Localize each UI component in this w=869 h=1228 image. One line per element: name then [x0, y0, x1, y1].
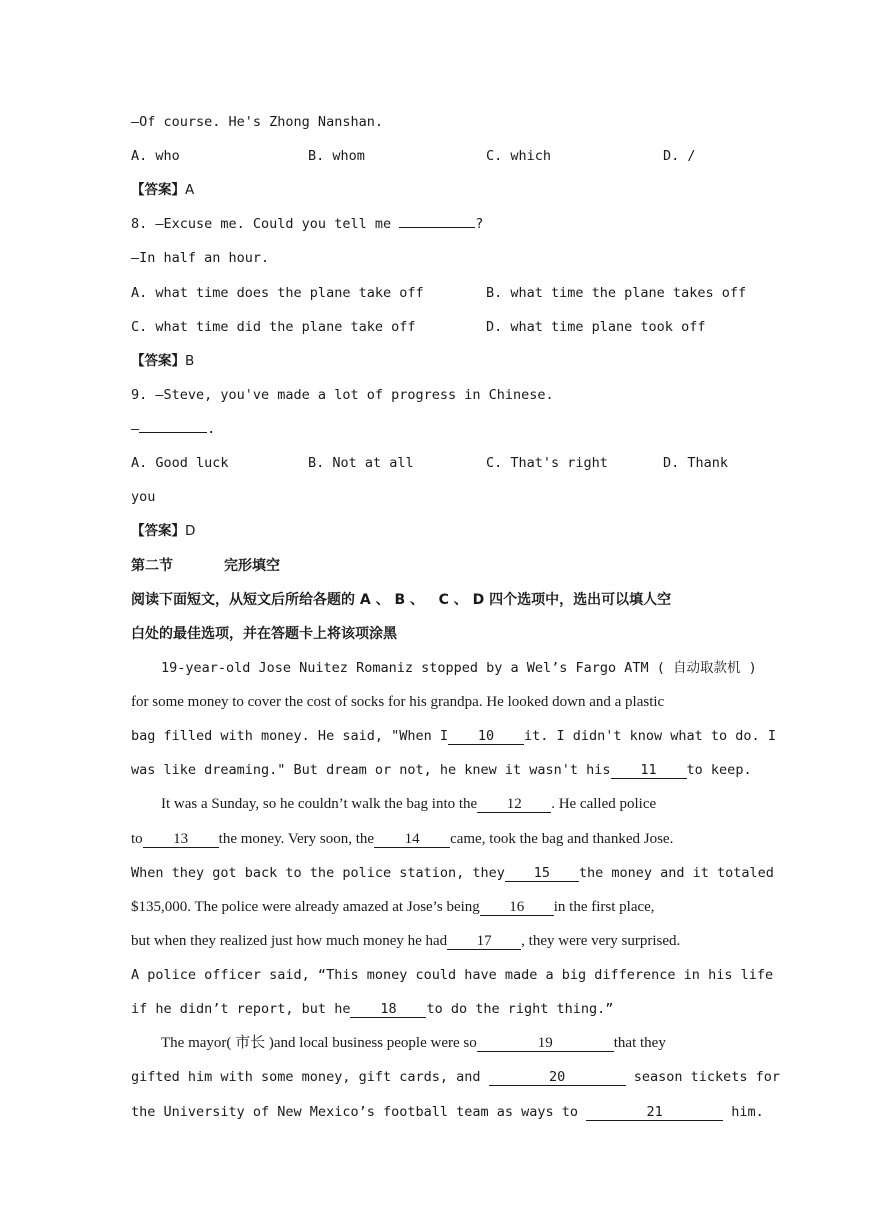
- q8-stem: 8. —Excuse me. Could you tell me ?: [131, 216, 484, 232]
- q9-option-d-wrap: you: [131, 489, 156, 505]
- passage-p2-line-5: but when they realized just how much money he had 17 , they were very surprised.: [131, 933, 681, 949]
- q8-option-b: B. what time the plane takes off: [486, 285, 747, 301]
- blank-19: 19: [477, 1036, 614, 1052]
- q7-option-a: A. who: [131, 148, 180, 164]
- blank-11: 11: [611, 763, 687, 779]
- q9-option-d: D. Thank: [663, 455, 729, 471]
- q8-reply: —In half an hour.: [131, 250, 270, 266]
- passage-p2-line-2: to 13 the money. Very soon, the 14 came, took the bag and thanked Jose.: [131, 831, 674, 847]
- q7-answer-line: —Of course. He's Zhong Nanshan.: [131, 114, 383, 130]
- blank-16: 16: [480, 900, 554, 916]
- passage-p3-line-2: gifted him with some money, gift cards, and 20 season tickets for: [131, 1069, 781, 1085]
- passage-p1-line-2: for some money to cover the cost of socks for his grandpa. He looked down and a plastic: [131, 694, 665, 710]
- passage-p2-line-7: if he didn’t report, but he 18 to do the right thing.”: [131, 1001, 614, 1017]
- blank-20: 20: [489, 1070, 626, 1086]
- q9-reply: — .: [131, 421, 216, 437]
- q7-option-c: C. which: [486, 148, 552, 164]
- blank-17: 17: [447, 934, 521, 950]
- section-instruction-line-1: 阅读下面短文，从短文后所给各题的 A 、 B 、 C 、 D 四个选项中，选出可以填人空: [131, 592, 672, 608]
- passage-p1-line-4: was like dreaming." But dream or not, he knew it wasn't his 11 to keep.: [131, 762, 752, 778]
- q7-answer-key: 【答案】A: [131, 182, 195, 198]
- passage-p2-line-1: It was a Sunday, so he couldn’t walk the bag into the 12 . He called police: [161, 796, 657, 812]
- blank-13: 13: [143, 832, 219, 848]
- passage-p2-line-3: When they got back to the police station, they 15 the money and it totaled: [131, 865, 774, 881]
- q8-answer-key: 【答案】B: [131, 353, 195, 369]
- q8-option-d: D. what time plane took off: [486, 319, 706, 335]
- section-title: 第二节: [131, 558, 173, 574]
- blank-18: 18: [350, 1002, 426, 1018]
- q9-option-c: C. That's right: [486, 455, 608, 471]
- q9-option-b: B. Not at all: [308, 455, 414, 471]
- blank-10: 10: [448, 729, 524, 745]
- blank-21: 21: [586, 1105, 723, 1121]
- q7-option-b: B. whom: [308, 148, 365, 164]
- section-subtitle: 完形填空: [224, 558, 280, 574]
- passage-p3-line-3: the University of New Mexico’s football team as ways to 21 him.: [131, 1104, 764, 1120]
- q9-answer-key: 【答案】D: [131, 523, 196, 539]
- passage-p2-line-6: A police officer said, “This money could have made a big difference in his life: [131, 967, 774, 983]
- passage-p1-line-3: bag filled with money. He said, "When I 10 it. I didn't know what to do. I: [131, 728, 776, 744]
- passage-p1-line-1: 19-year-old Jose Nuitez Romaniz stopped by a Wel’s Fargo ATM ( 自动取款机 ): [161, 660, 757, 676]
- passage-p2-line-4: $135,000. The police were already amazed at Jose’s being 16 in the first place,: [131, 899, 655, 915]
- blank-12: 12: [477, 797, 551, 813]
- q7-option-d: D. /: [663, 148, 696, 164]
- q8-option-a: A. what time does the plane take off: [131, 285, 424, 301]
- q9-stem: 9. —Steve, you've made a lot of progress in Chinese.: [131, 387, 554, 403]
- blank-15: 15: [505, 866, 579, 882]
- passage-p3-line-1: The mayor( 市长 )and local business people were so 19 that they: [161, 1035, 666, 1051]
- q8-option-c: C. what time did the plane take off: [131, 319, 416, 335]
- blank-14: 14: [374, 832, 450, 848]
- section-instruction-line-2: 白处的最佳选项，并在答题卡上将该项涂黑: [131, 626, 397, 642]
- q9-option-a: A. Good luck: [131, 455, 229, 471]
